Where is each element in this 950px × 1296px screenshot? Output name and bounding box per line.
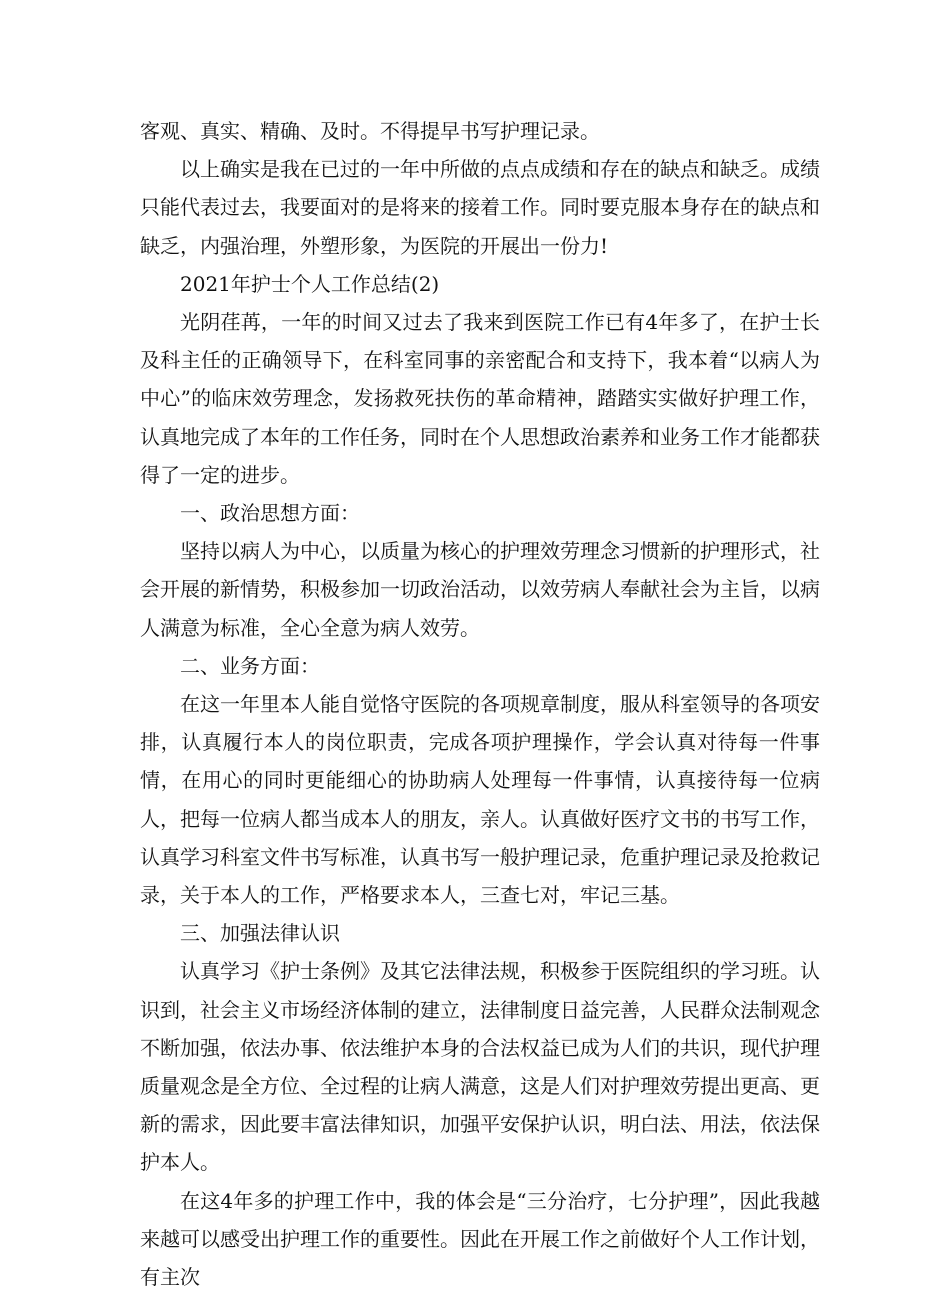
paragraph-business: 在这一年里本人能自觉恪守医院的各项规章制度，服从科室领导的各项安排，认真履行本人的岗位职责，完成各项护理操作，学会认真对待每一件事情，在用心的同时更能细心的协助病人处理每一件事情，认真接待每一位病人，把每一位病人都当成本人的朋友，亲人。认真做好医疗文书的书写工作，认真学习科室文件书写标准，认真书写一般护理记录，危重护理记录及抢救记录，关于本人的工作，严格要求本人，三查七对，牢记三基。 [140, 692, 820, 908]
section-title: 2021年护士个人工作总结(2) [180, 271, 440, 296]
paragraph-summary-conclusion: 以上确实是我在已过的一年中所做的点点成绩和存在的缺点和缺乏。成绩只能代表过去，我要面对的是将来的接着工作。同时要克服本身存在的缺点和缺乏，内强治理，外塑形象，为医院的开展出一份力! [140, 157, 820, 258]
heading-legal-awareness: 三、加强法律认识 [180, 921, 340, 946]
paragraph-political-thought: 坚持以病人为中心，以质量为核心的护理效劳理念习惯新的护理形式，社会开展的新情势，积极参加一切政治活动，以效劳病人奉献社会为主旨，以病人满意为标准，全心全意为病人效劳。 [140, 539, 820, 640]
paragraph-introduction: 光阴荏苒，一年的时间又过去了我来到医院工作已有4年多了，在护士长及科主任的正确领导下，在科室同事的亲密配合和支持下，我本着“以病人为中心”的临床效劳理念，发扬救死扶伤的革命精神，踏踏实实做好护理工作，认真地完成了本年的工作任务，同时在个人思想政治素养和业务工作才能都获得了一定的进步。 [140, 310, 820, 487]
heading-political-thought: 一、政治思想方面： [180, 501, 360, 526]
paragraph-record-requirement: 客观、真实、精确、及时。不得提早书写护理记录。 [140, 119, 600, 143]
paragraph-experience: 在这4年多的护理工作中，我的体会是“三分治疗，七分护理”，因此我越来越可以感受出护理工作的重要性。因此在开展工作之前做好个人工作计划，有主次 [140, 1188, 820, 1290]
paragraph-legal-awareness: 认真学习《护士条例》及其它法律法规，积极参于医院组织的学习班。认识到，社会主义市场经济体制的建立，法律制度日益完善，人民群众法制观念不断加强，依法办事、依法维护本身的合法权益已成为人们的共识，现代护理质量观念是全方位、全过程的让病人满意，这是人们对护理效劳提出更高、更新的需求，因此要丰富法律知识，加强平安保护认识，明白法、用法，依法保护本人。 [140, 959, 820, 1175]
document-body [140, 112, 820, 1296]
heading-business: 二、业务方面： [180, 653, 320, 678]
